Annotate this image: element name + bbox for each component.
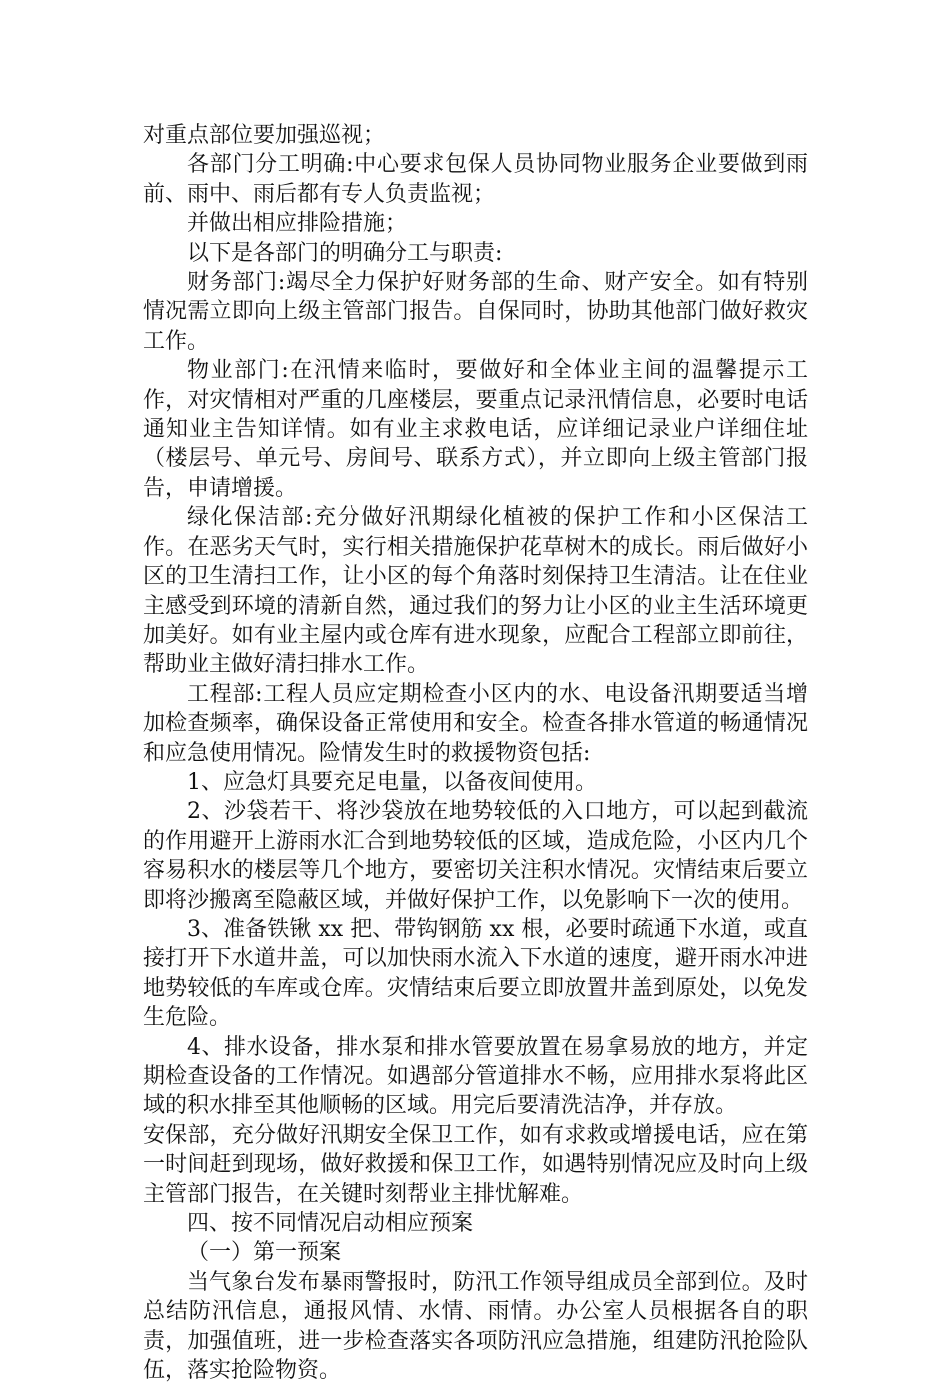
paragraph: 并做出相应排险措施； [187,211,408,237]
paragraph: 以下是各部门的明确分工与职责: [187,240,503,266]
paragraph: 财务部门:竭尽全力保护好财务部的生命、财产安全。如有特别情况需立即向上级主管部门报告。自保同时，协助其他部门做好救灾工作。 [143,270,808,354]
paragraph: 绿化保洁部:充分做好汛期绿化植被的保护工作和小区保洁工作。在恶劣天气时，实行相关措施保护花草树木的成长。雨后做好小区的卫生清扫工作，让小区的每个角落时刻保持卫生清洁。让在住业主感受到环境的清新自然，通过我们的努力让小区的业主生活环境更加美好。如有业主屋内或仓库有进水现象，应配合工程部立即前往，帮助业主做好清扫排水工作。 [143,505,808,678]
list-item: 2、沙袋若干、将沙袋放在地势较低的入口地方，可以起到截流的作用避开上游雨水汇合到地势较低的区域，造成危险，小区内几个容易积水的楼层等几个地方，要密切关注积水情况。灾情结束后要立即将沙搬离至隐蔽区域，并做好保护工作，以免影响下一次的使用。 [143,799,808,913]
list-item: 3、准备铁锹 xx 把、带钩钢筋 xx 根，必要时疏通下水道，或直接打开下水道井盖，可以加快雨水流入下水道的速度，避开雨水冲进地势较低的车库或仓库。灾情结束后要立即放置井盖到原处，以免发生危险。 [143,916,808,1031]
list-item: 4、排水设备，排水泵和排水管要放置在易拿易放的地方，并定期检查设备的工作情况。如遇部分管道排水不畅，应用排水泵将此区域的积水排至其他顺畅的区域。用完后要清洗洁净，并存放。 [143,1034,808,1119]
paragraph: 当气象台发布暴雨警报时，防汛工作领导组成员全部到位。及时总结防汛信息，通报风情、水情、雨情。办公室人员根据各自的职责，加强值班，进一步检查落实各项防汛应急措施，组建防汛抢险队伍，落实抢险物资。 [143,1269,808,1384]
paragraph: 对重点部位要加强巡视； [143,123,386,148]
section-heading: 四、按不同情况启动相应预案 [187,1211,474,1237]
paragraph: 各部门分工明确:中心要求包保人员协同物业服务企业要做到雨前、雨中、雨后都有专人负责监视； [143,152,808,207]
paragraph: 物业部门:在汛情来临时，要做好和全体业主间的温馨提示工作，对灾情相对严重的几座楼层，要重点记录汛情信息，必要时电话通知业主告知详情。如有业主求救电话，应详细记录业户详细住址（楼层号、单元号、房间号、联系方式），并立即向上级主管部门报告，申请增援。 [143,358,808,501]
list-item: 1、应急灯具要充足电量，以备夜间使用。 [187,769,597,795]
document-body [143,121,808,1385]
subsection-heading: （一）第一预案 [187,1240,342,1266]
paragraph: 安保部，充分做好汛期安全保卫工作，如有求救或增援电话，应在第一时间赶到现场，做好救援和保卫工作，如遇特别情况应及时向上级主管部门报告，在关键时刻帮业主排忧解难。 [143,1122,808,1207]
paragraph: 工程部:工程人员应定期检查小区内的水、电设备汛期要适当增加检查频率，确保设备正常使用和安全。检查各排水管道的畅通情况和应急使用情况。险情发生时的救援物资包括: [143,681,808,766]
